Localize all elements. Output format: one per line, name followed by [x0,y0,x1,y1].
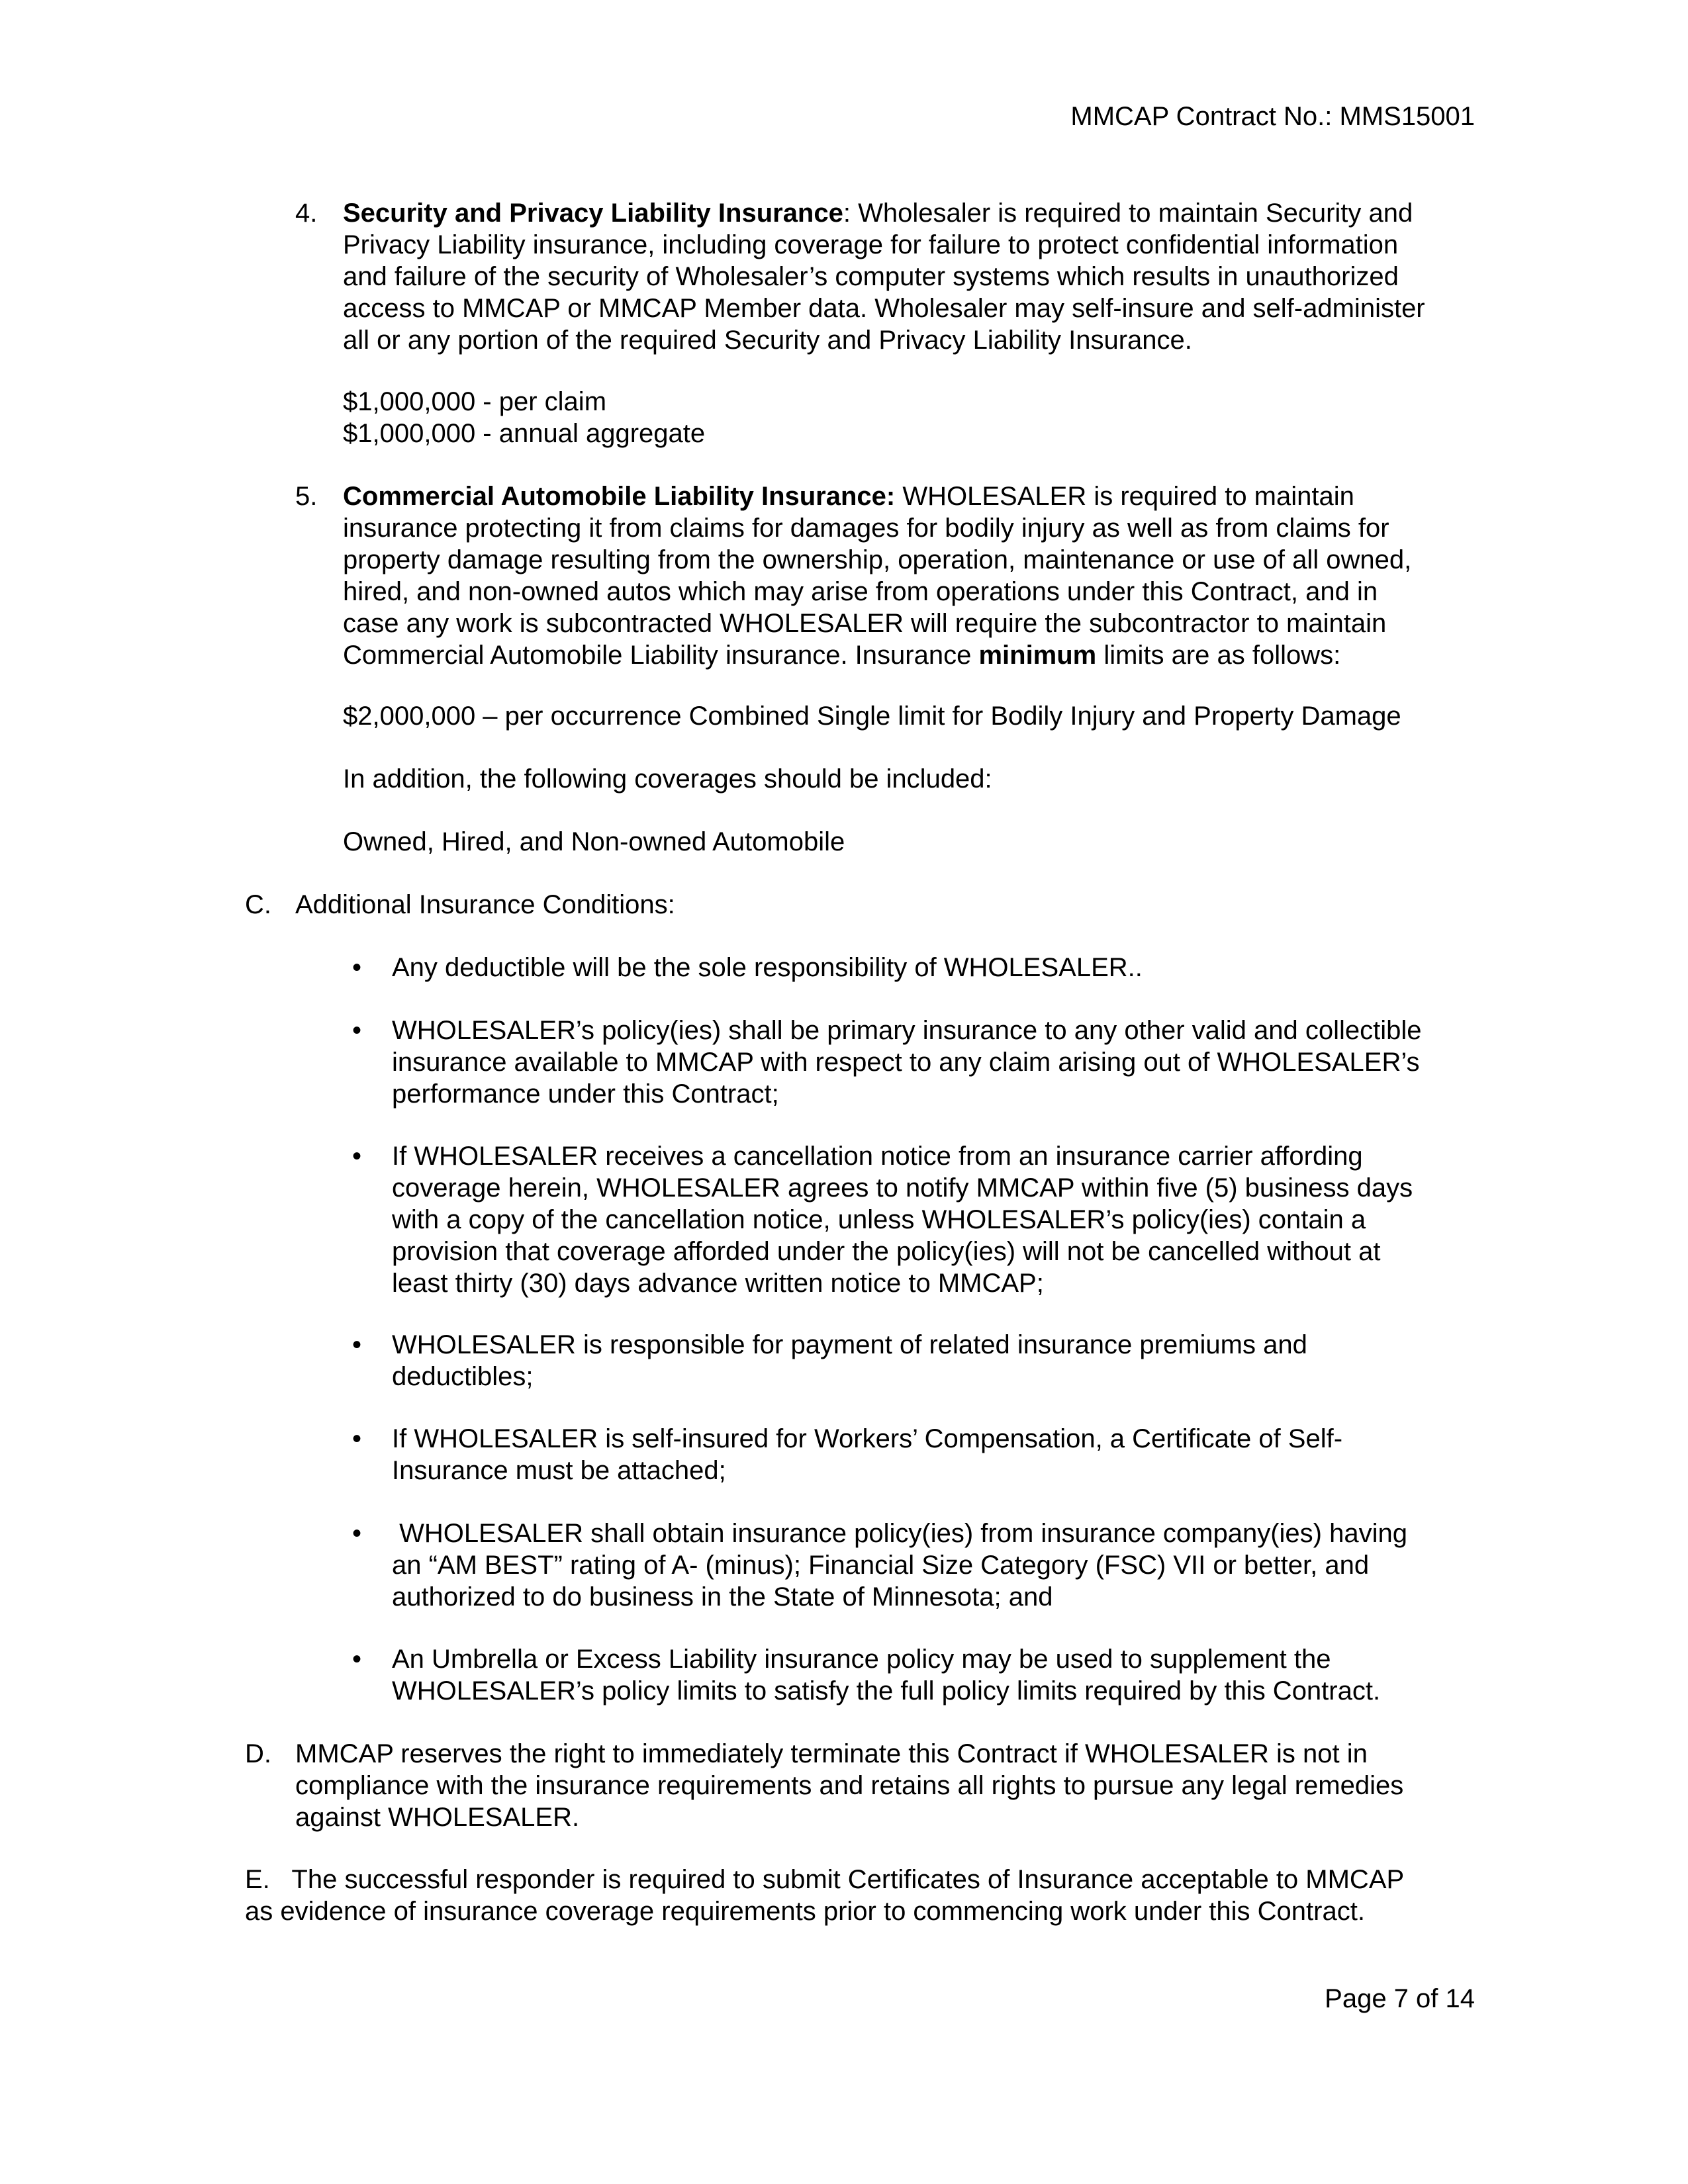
section-5-line: hired, and non-owned autos which may arise from operations under this Contract, and in [343,577,1378,606]
section-5-line: case any work is subcontracted WHOLESALER will require the subcontractor to maintain [343,609,1387,638]
condition-umbrella-policy [392,1643,1380,1707]
section-5-last-line [343,639,1411,671]
section-4-line: Privacy Liability insurance, including coverage for failure to protect confidential information [343,230,1399,259]
bullet-icon: • [352,1016,362,1045]
section-c-title: Additional Insurance Conditions: [295,890,675,919]
condition-line: An Umbrella or Excess Liability insurance policy may be used to supplement the [392,1645,1331,1674]
condition-line: WHOLESALER’s policy(ies) shall be primary insurance to any other valid and collectible [392,1016,1422,1045]
section-5-number: 5. [295,482,318,511]
condition-line: Insurance must be attached; [392,1456,726,1485]
section-e-line: as evidence of insurance coverage requirements prior to commencing work under this Contract. [245,1897,1365,1926]
bullet-icon: • [352,1645,362,1674]
condition-primary-insurance [392,1015,1422,1110]
condition-premiums [392,1329,1307,1392]
condition-line: WHOLESALER is responsible for payment of related insurance premiums and [392,1330,1307,1359]
condition-line: an “AM BEST” rating of A- (minus); Financial Size Category (FSC) VII or better, and [392,1551,1370,1580]
condition-line: insurance available to MMCAP with respect to any claim arising out of WHOLESALER’s [392,1048,1420,1077]
section-5-title: Commercial Automobile Liability Insurance: [343,482,896,511]
section-5-first-line-text: WHOLESALER is required to maintain [895,482,1354,511]
condition-line: Any deductible will be the sole responsibility of WHOLESALER.. [392,953,1143,982]
section-4-title: Security and Privacy Liability Insurance [343,199,843,228]
condition-line: If WHOLESALER is self-insured for Workers’ Compensation, a Certificate of Self- [392,1424,1343,1453]
bullet-icon: • [352,1424,362,1453]
section-4-limits [343,386,705,449]
section-e-line: E. The successful responder is required to submit Certificates of Insurance acceptable to MMCAP [245,1865,1405,1894]
condition-line: If WHOLESALER receives a cancellation notice from an insurance carrier affording [392,1142,1363,1171]
condition-deductible [392,952,1143,983]
condition-line: WHOLESALER’s policy limits to satisfy the full policy limits required by this Contract. [392,1676,1381,1706]
bullet-icon: • [352,1330,362,1359]
section-4-line: all or any portion of the required Security and Privacy Liability Insurance. [343,326,1192,355]
section-5-line: insurance protecting it from claims for damages for bodily injury as well as from claims for [343,514,1389,543]
section-4-first-line [343,197,1425,229]
section-5-coverage: Owned, Hired, and Non-owned Automobile [343,827,845,856]
section-5-commercial-auto [343,480,1411,671]
condition-line: with a copy of the cancellation notice, unless WHOLESALER’s policy(ies) contain a [392,1205,1366,1234]
section-4-first-line-text: : Wholesaler is required to maintain Security and [843,199,1413,228]
condition-line: WHOLESALER shall obtain insurance policy(ies) from insurance company(ies) having [392,1519,1407,1548]
section-5-line: property damage resulting from the ownership, operation, maintenance or use of all owned, [343,545,1412,574]
section-4-line: and failure of the security of Wholesaler’s computer systems which results in unauthorized [343,262,1399,291]
bullet-icon: • [352,953,362,982]
condition-line: least thirty (30) days advance written notice to MMCAP; [392,1269,1044,1298]
section-4-line: access to MMCAP or MMCAP Member data. Wholesaler may self-insure and self-administer [343,294,1425,323]
section-5-last-line-text: Commercial Automobile Liability insurance. Insurance [343,641,979,670]
limit-annual-aggregate: $1,000,000 - annual aggregate [343,419,706,448]
bullet-icon: • [352,1519,362,1548]
condition-self-insured [392,1423,1342,1486]
section-5-limit: $2,000,000 – per occurrence Combined Single limit for Bodily Injury and Property Damage [343,702,1401,731]
condition-line: authorized to do business in the State of Minnesota; and [392,1582,1053,1612]
section-d-termination [295,1738,1403,1833]
contract-number-header: MMCAP Contract No.: MMS15001 [1070,102,1475,131]
section-d-line: compliance with the insurance requirements and retains all rights to pursue any legal remedies [295,1771,1404,1800]
condition-line: provision that coverage afforded under the policy(ies) will not be cancelled without at [392,1237,1381,1266]
section-5-addition: In addition, the following coverages should be included: [343,764,992,794]
section-e-certificates [245,1864,1404,1927]
section-5-last-line-tail: limits are as follows: [1096,641,1341,670]
condition-line: performance under this Contract; [392,1079,779,1109]
minimum-emphasis: minimum [978,641,1097,670]
section-d-label: D. [245,1739,271,1768]
condition-line: coverage herein, WHOLESALER agrees to notify MMCAP within five (5) business days [392,1173,1413,1203]
section-d-line: against WHOLESALER. [295,1803,580,1832]
section-4-number: 4. [295,199,318,228]
section-c-label: C. [245,890,271,919]
bullet-icon: • [352,1142,362,1171]
condition-am-best-rating [392,1518,1407,1613]
section-4-security-privacy [343,197,1425,356]
limit-per-claim: $1,000,000 - per claim [343,387,607,416]
condition-line: deductibles; [392,1362,534,1391]
page-number-footer: Page 7 of 14 [1325,1984,1475,2013]
condition-cancellation-notice [392,1140,1413,1299]
section-d-line: MMCAP reserves the right to immediately terminate this Contract if WHOLESALER is not in [295,1739,1368,1768]
section-5-first-line [343,480,1411,512]
